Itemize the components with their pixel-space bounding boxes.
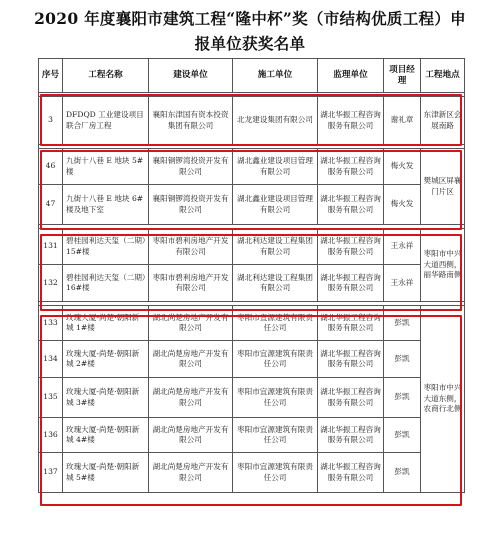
cell-manager: 王永祥 — [384, 265, 421, 302]
cell-builder: 襄阳东津国有资本投资集团有限公司 — [149, 97, 233, 145]
cell-no: 3 — [39, 97, 63, 145]
cell-supervisor: 湖北华振工程咨询服务有限公司 — [318, 306, 384, 341]
cell-location: 东津新区会展南路 — [421, 97, 465, 145]
cell-project-name: 碧桂园利达天玺（二期）16#楼 — [63, 265, 149, 302]
cell-no: 47 — [39, 185, 63, 225]
cell-project-name: 玫瑰大厦-尚楚·朝阳新城 2#楼 — [63, 341, 149, 378]
cell-builder: 湖北尚楚房地产开发有限公司 — [149, 418, 233, 453]
header-supervisor: 监理单位 — [318, 59, 384, 93]
table-row — [39, 265, 465, 302]
cell-manager: 梅火发 — [384, 185, 421, 225]
table-header-row — [39, 59, 465, 93]
cell-builder: 湖北尚楚房地产开发有限公司 — [149, 453, 233, 493]
table-row — [39, 418, 465, 453]
table-row — [39, 149, 465, 185]
title-line-1: 2020 年度襄阳市建筑工程“隆中杯”奖（市结构优质工程）申 — [34, 9, 466, 28]
cell-supervisor: 湖北华振工程咨询服务有限公司 — [318, 265, 384, 302]
cell-supervisor: 湖北华振工程咨询服务有限公司 — [318, 378, 384, 418]
header-project-name: 工程名称 — [63, 59, 149, 93]
cell-project-name: 九街十八巷 E 地块 5#楼 — [63, 149, 149, 185]
cell-project-name: 玫瑰大厦-尚楚·朝阳新城 3#楼 — [63, 378, 149, 418]
award-table — [38, 58, 465, 493]
cell-manager: 谢礼章 — [384, 97, 421, 145]
cell-builder: 襄阳铜锣湾投资开发有限公司 — [149, 185, 233, 225]
cell-no: 136 — [39, 418, 63, 453]
cell-supervisor: 湖北华振工程咨询服务有限公司 — [318, 185, 384, 225]
table-row — [39, 453, 465, 493]
header-manager: 项目经理 — [384, 59, 421, 93]
award-table-container — [38, 58, 464, 493]
cell-no: 134 — [39, 341, 63, 378]
cell-project-name: 九街十八巷 E 地块 6#楼及地下室 — [63, 185, 149, 225]
cell-constructor: 湖北利达建设工程集团有限公司 — [233, 265, 318, 302]
cell-constructor: 枣阳市宜源建筑有限责任公司 — [233, 341, 318, 378]
table-row — [39, 378, 465, 418]
cell-builder: 湖北尚楚房地产开发有限公司 — [149, 341, 233, 378]
title-line-2: 报单位获奖名单 — [194, 34, 306, 53]
cell-constructor: 湖北鑫业建设项目管理有限公司 — [233, 185, 318, 225]
cell-no: 133 — [39, 306, 63, 341]
cell-project-name: DFDQD 工业建设项目联合厂房工程 — [63, 97, 149, 145]
cell-manager: 彭凯 — [384, 378, 421, 418]
cell-constructor: 枣阳市宜源建筑有限责任公司 — [233, 378, 318, 418]
cell-builder: 湖北尚楚房地产开发有限公司 — [149, 378, 233, 418]
cell-builder: 枣阳市碧利房地产开发有限公司 — [149, 229, 233, 265]
cell-manager: 王永祥 — [384, 229, 421, 265]
cell-supervisor: 湖北华振工程咨询服务有限公司 — [318, 149, 384, 185]
cell-no: 137 — [39, 453, 63, 493]
cell-constructor: 枣阳市宜源建筑有限责任公司 — [233, 306, 318, 341]
cell-project-name: 玫瑰大厦-尚楚·朝阳新城 5#楼 — [63, 453, 149, 493]
cell-manager: 彭凯 — [384, 418, 421, 453]
header-constructor: 施工单位 — [233, 59, 318, 93]
cell-supervisor: 湖北华振工程咨询服务有限公司 — [318, 453, 384, 493]
cell-no: 135 — [39, 378, 63, 418]
table-row — [39, 341, 465, 378]
cell-project-name: 玫瑰大厦-尚楚·朝阳新城 1#楼 — [63, 306, 149, 341]
table-row — [39, 97, 465, 145]
cell-manager: 彭凯 — [384, 341, 421, 378]
table-row — [39, 185, 465, 225]
cell-constructor: 枣阳市宜源建筑有限责任公司 — [233, 453, 318, 493]
header-location: 工程地点 — [421, 59, 465, 93]
cell-location-merged: 枣阳市中兴大道西侧，丽华路南侧 — [421, 229, 465, 302]
cell-supervisor: 湖北华振工程咨询服务有限公司 — [318, 97, 384, 145]
cell-constructor: 湖北鑫业建设项目管理有限公司 — [233, 149, 318, 185]
cell-constructor: 枣阳市宜源建筑有限责任公司 — [233, 418, 318, 453]
cell-builder: 湖北尚楚房地产开发有限公司 — [149, 306, 233, 341]
cell-location-merged: 枣阳市中兴大道东侧，农商行北侧 — [421, 306, 465, 493]
cell-project-name: 碧桂园利达天玺（二期）15#楼 — [63, 229, 149, 265]
cell-supervisor: 湖北华振工程咨询服务有限公司 — [318, 418, 384, 453]
document-title — [0, 6, 500, 56]
table-row — [39, 229, 465, 265]
cell-manager: 彭凯 — [384, 453, 421, 493]
cell-no: 46 — [39, 149, 63, 185]
cell-location-merged: 樊城区屏襄门片区 — [421, 149, 465, 225]
header-no: 序号 — [39, 59, 63, 93]
cell-constructor: 湖北利达建设工程集团有限公司 — [233, 229, 318, 265]
cell-builder: 襄阳铜锣湾投资开发有限公司 — [149, 149, 233, 185]
cell-project-name: 玫瑰大厦-尚楚·朝阳新城 4#楼 — [63, 418, 149, 453]
cell-supervisor: 湖北华振工程咨询服务有限公司 — [318, 341, 384, 378]
table-row — [39, 306, 465, 341]
cell-constructor: 北龙建设集团有限公司 — [233, 97, 318, 145]
cell-no: 132 — [39, 265, 63, 302]
cell-manager: 梅火发 — [384, 149, 421, 185]
cell-supervisor: 湖北华振工程咨询服务有限公司 — [318, 229, 384, 265]
cell-manager: 彭凯 — [384, 306, 421, 341]
cell-no: 131 — [39, 229, 63, 265]
cell-builder: 枣阳市碧利房地产开发有限公司 — [149, 265, 233, 302]
header-builder: 建设单位 — [149, 59, 233, 93]
